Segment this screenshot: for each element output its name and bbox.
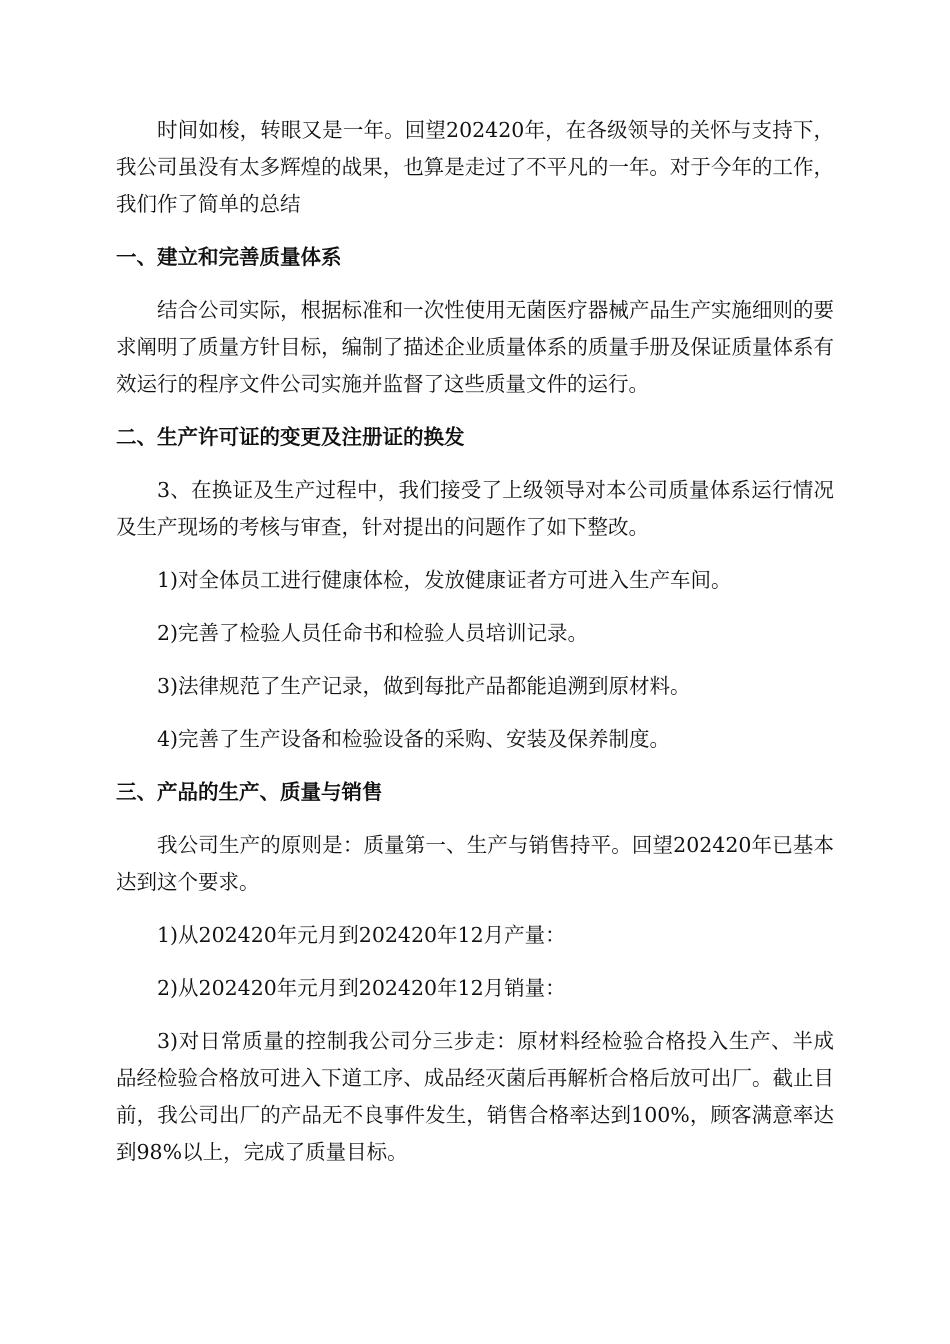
spacer [116, 276, 834, 292]
spacer [116, 758, 834, 774]
intro-paragraph: 时间如梭，转眼又是一年。回望202420年，在各级领导的关怀与支持下，我公司虽没有太多辉煌的战果，也算是走过了不平凡的一年。对于今年的工作，我们作了简单的总结 [116, 118, 834, 216]
section-2-item: 2)完善了检验人员任命书和检验人员培训记录。 [157, 621, 589, 645]
section-1-paragraph: 结合公司实际，根据标准和一次性使用无菌医疗器械产品生产实施细则的要求阐明了质量方针目标，编制了描述企业质量体系的质量手册及保证质量体系有效运行的程序文件公司实施并监督了这些质量文件的运行。 [116, 298, 834, 396]
spacer [116, 652, 834, 668]
section-2-item: 3)法律规范了生产记录，做到每批产品都能追溯到原材料。 [157, 674, 691, 698]
spacer [116, 456, 834, 472]
section-3-item: 2)从202420年元月到202420年12月销量： [157, 976, 566, 1000]
spacer [116, 705, 834, 721]
spacer [116, 223, 834, 239]
section-2-item: 1)对全体员工进行健康体检，发放健康证者方可进入生产车间。 [157, 568, 732, 592]
spacer [116, 546, 834, 562]
spacer [116, 403, 834, 419]
spacer [116, 599, 834, 615]
spacer [116, 954, 834, 970]
section-2-item: 4)完善了生产设备和检验设备的采购、安装及保养制度。 [157, 727, 671, 751]
spacer [116, 1007, 834, 1023]
section-3-heading: 三、产品的生产、质量与销售 [116, 780, 383, 804]
spacer [116, 901, 834, 917]
spacer [116, 811, 834, 827]
section-3-item: 1)从202420年元月到202420年12月产量： [157, 923, 566, 947]
section-3-paragraph: 我公司生产的原则是：质量第一、生产与销售持平。回望202420年已基本达到这个要求。 [116, 833, 834, 894]
section-3-item: 3)对日常质量的控制我公司分三步走：原材料经检验合格投入生产、半成品经检验合格放可进入下道工序、成品经灭菌后再解析合格后放可出厂。截止目前，我公司出厂的产品无不良事件发生，销售合格率达到100%，顾客满意率达到98%以上，完成了质量目标。 [116, 1029, 834, 1164]
section-2-heading: 二、生产许可证的变更及注册证的换发 [116, 425, 465, 449]
section-2-paragraph: 3、在换证及生产过程中，我们接受了上级领导对本公司质量体系运行情况及生产现场的考核与审查，针对提出的问题作了如下整改。 [116, 478, 834, 539]
section-1-heading: 一、建立和完善质量体系 [116, 245, 342, 269]
